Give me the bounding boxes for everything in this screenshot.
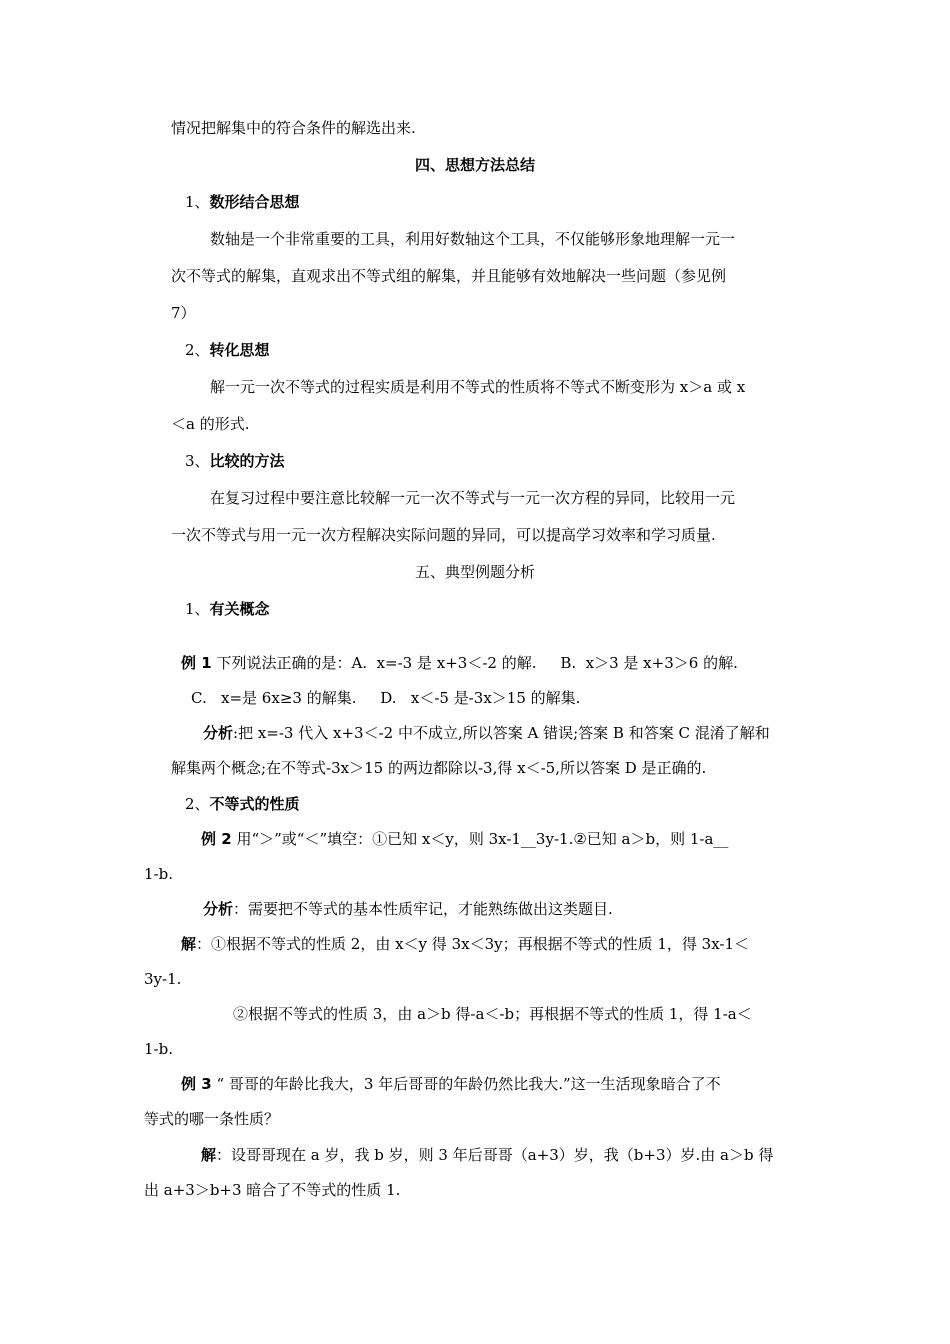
paragraph-line: ＜a 的形式. [171,415,250,433]
solution-line [201,1145,773,1165]
paragraph-line: 一次不等式与用一元一次方程解决实际问题的异同，可以提高学习效率和学习质量. [171,526,716,544]
subheading [185,599,270,619]
subheading [185,794,300,814]
solution-label: 解 [181,935,197,953]
subheading [185,451,285,471]
subheading-number: 2、 [185,795,210,813]
subheading-number: 1、 [185,600,210,618]
subheading-title: 数形结合思想 [209,193,300,211]
paragraph-line: 在复习过程中要注意比较解一元一次不等式与一元一次方程的异同，比较用一元 [210,489,736,507]
section-heading: 四、思想方法总结 [414,156,535,174]
analysis-text: ：需要把不等式的基本性质牢记，才能熟练做出这类题目. [233,900,613,918]
example-label: 例 1 [181,654,212,672]
example-label: 例 2 [201,830,232,848]
subheading-number: 2、 [185,341,210,359]
paragraph-line: 1-b. [144,1040,173,1058]
section-heading: 五、典型例题分析 [414,563,535,581]
paragraph-line: 次不等式的解集，直观求出不等式组的解集，并且能够有效地解决一些问题（参见例 [171,267,727,285]
analysis-label: 分析 [203,900,234,918]
solution-text: ：①根据不等式的性质 2，由 x＜y 得 3x＜3y；再根据不等式的性质 1，得 3x-1＜ [196,935,750,953]
example-text: “ 哥哥的年龄比我大，3 年后哥哥的年龄仍然比我大.”这一生活现象暗合了不 [211,1075,721,1093]
analysis-line [203,899,613,919]
paragraph-line: 解集两个概念;在不等式-3x＞15 的两边都除以-3,得 x＜-5,所以答案 D 是正确的. [171,759,707,777]
example-line [201,829,728,849]
paragraph-line: 解一元一次不等式的过程实质是利用不等式的性质将不等式不断变形为 x＞a 或 x [210,378,746,396]
paragraph-line: 7） [171,304,196,322]
subheading [185,340,270,360]
analysis-line [203,723,770,743]
subheading-title: 不等式的性质 [209,795,300,813]
example-text: 下列说法正确的是：A. x=-3 是 x+3＜-2 的解. B. x＞3 是 x+3＞6 的解. [211,654,738,672]
example-line [181,1074,721,1094]
paragraph-line: C. x=是 6x≥3 的解集. D. x＜-5 是-3x＞15 的解集. [191,689,581,707]
solution-text: ：设哥哥现在 a 岁，我 b 岁，则 3 年后哥哥（a+3）岁，我（b+3）岁.由 a＞b 得 [216,1146,774,1164]
subheading-number: 1、 [185,193,210,211]
solution-line [181,934,749,954]
subheading [185,192,300,212]
subheading-title: 比较的方法 [209,452,285,470]
subheading-title: 有关概念 [209,600,270,618]
paragraph-line: 情况把解集中的符合条件的解选出来. [171,119,416,137]
paragraph-line: 数轴是一个非常重要的工具，利用好数轴这个工具，不仅能够形象地理解一元一 [210,230,736,248]
example-line [181,653,738,673]
subheading-title: 转化思想 [209,341,270,359]
solution-label: 解 [201,1146,217,1164]
paragraph-line: 1-b. [144,865,173,883]
paragraph-line: 3y-1. [144,970,182,988]
example-text: 用“＞”或“＜”填空：①已知 x＜y，则 3x-1__3y-1.②已知 a＞b，则 1-a__ [231,830,729,848]
paragraph-line: 等式的哪一条性质？ [144,1110,280,1128]
paragraph-line: ②根据不等式的性质 3，由 a＞b 得-a＜-b；再根据不等式的性质 1，得 1-a＜ [233,1005,752,1023]
analysis-label: 分析 [203,724,234,742]
subheading-number: 3、 [185,452,210,470]
example-label: 例 3 [181,1075,212,1093]
analysis-text: :把 x=-3 代入 x+3＜-2 中不成立,所以答案 A 错误;答案 B 和答案 C 混淆了解和 [233,724,770,742]
paragraph-line: 出 a+3＞b+3 暗合了不等式的性质 1. [144,1181,401,1199]
